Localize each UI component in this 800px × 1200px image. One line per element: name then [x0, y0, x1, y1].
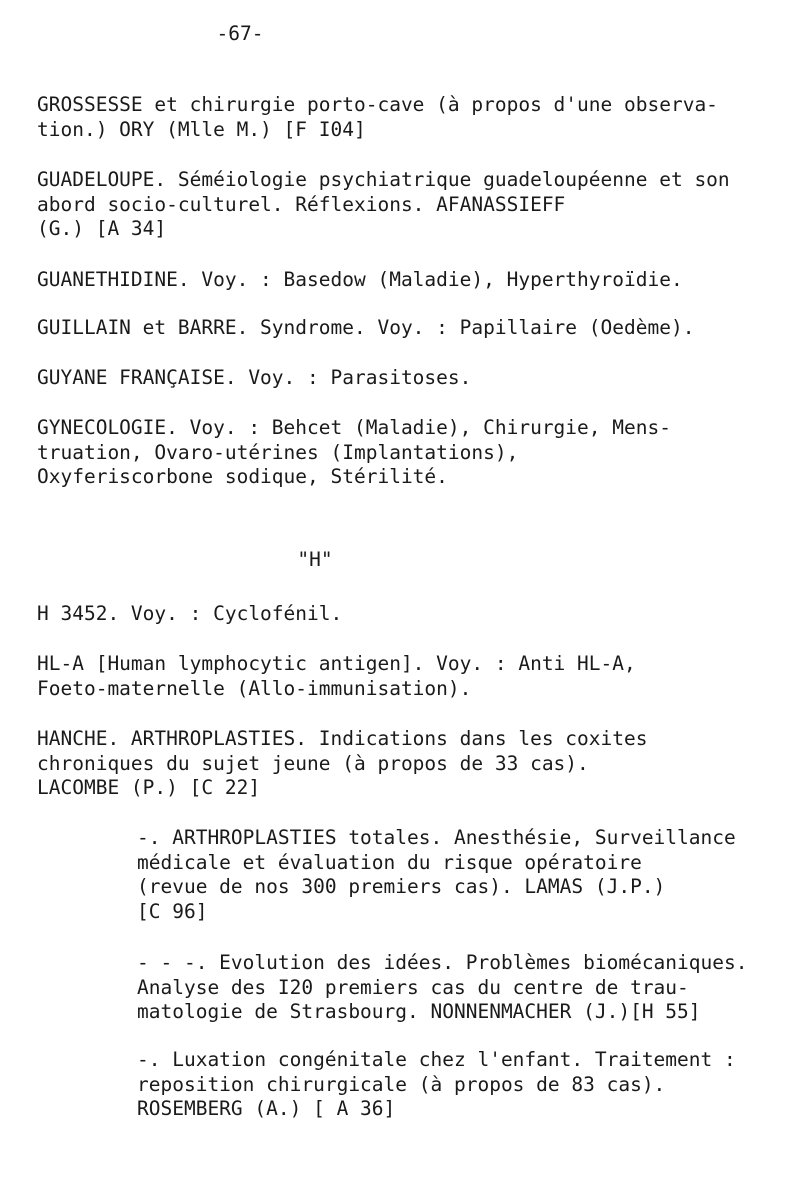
entry-line: GUANETHIDINE. Voy. : Basedow (Maladie), Hyperthyroïdie. [37, 268, 683, 291]
entry-line: H 3452. Voy. : Cyclofénil. [37, 602, 343, 625]
index-entry-hl-a [37, 652, 800, 701]
entry-line: LACOMBE (P.) [C 22] [37, 776, 261, 799]
entry-line: Oxyferiscorbone sodique, Stérilité. [37, 465, 448, 488]
entry-line: HANCHE. ARTHROPLASTIES. Indications dans les coxites [37, 727, 648, 750]
entry-line: GUYANE FRANÇAISE. Voy. : Parasitoses. [37, 366, 472, 389]
entry-line: médicale et évaluation du risque opératoire [137, 850, 642, 874]
index-entry-grossesse [37, 93, 800, 142]
entry-line: [C 96] [137, 899, 208, 923]
entry-line: reposition chirurgicale (à propos de 83 cas). [137, 1072, 666, 1096]
index-entry-gynecologie [37, 416, 800, 490]
entry-line: - - -. Evolution des idées. Problèmes biomécaniques. [137, 951, 748, 974]
sub-entry-evolution-des-idees [137, 951, 800, 1025]
entry-line: tion.) ORY (Mlle M.) [F I04] [37, 117, 366, 141]
index-entry-guanethidine [37, 268, 800, 293]
entry-line: Foeto-maternelle (Allo-immunisation). [37, 676, 472, 700]
entry-line: truation, Ovaro-utérines (Implantations), [37, 440, 519, 464]
sub-entry-luxation-congenitale [137, 1048, 800, 1122]
index-entry-guillain-barre [37, 316, 800, 341]
entry-line: GROSSESSE et chirurgie porto-cave (à propos d'une observa- [37, 93, 718, 116]
entry-line: HL-A [Human lymphocytic antigen]. Voy. : Anti HL-A, [37, 652, 636, 675]
entry-line: GUADELOUPE. Séméiologie psychiatrique guadeloupéenne et son [37, 168, 730, 191]
page-number: -67- [216, 22, 264, 45]
entry-line: -. ARTHROPLASTIES totales. Anesthésie, Surveillance [137, 826, 736, 849]
entry-line: matologie de Strasbourg. NONNENMACHER (J.)[H 55] [137, 1000, 701, 1023]
entry-line: ROSEMBERG (A.) [ A 36] [137, 1097, 396, 1120]
index-entry-hanche [37, 727, 800, 801]
sub-entry-arthroplasties-totales [137, 826, 800, 924]
index-entry-guadeloupe [37, 168, 800, 242]
entry-line: (G.) [A 34] [37, 217, 167, 240]
entry-line: abord socio-culturel. Réflexions. AFANASSIEFF [37, 192, 566, 216]
entry-line: GYNECOLOGIE. Voy. : Behcet (Maladie), Chirurgie, Mens- [37, 416, 671, 439]
entry-line: Analyse des I20 premiers cas du centre de trau- [137, 975, 689, 999]
entry-line: GUILLAIN et BARRE. Syndrome. Voy. : Papillaire (Oedème). [37, 316, 695, 339]
index-entry-h3452 [37, 602, 800, 627]
entry-line: chroniques du sujet jeune (à propos de 33 cas). [37, 751, 589, 775]
entry-line: -. Luxation congénitale chez l'enfant. Traitement : [137, 1048, 736, 1071]
entry-line: (revue de nos 300 premiers cas). LAMAS (J.P.) [137, 875, 666, 898]
index-entry-guyane [37, 366, 800, 391]
section-heading-h: "H" [297, 548, 333, 571]
